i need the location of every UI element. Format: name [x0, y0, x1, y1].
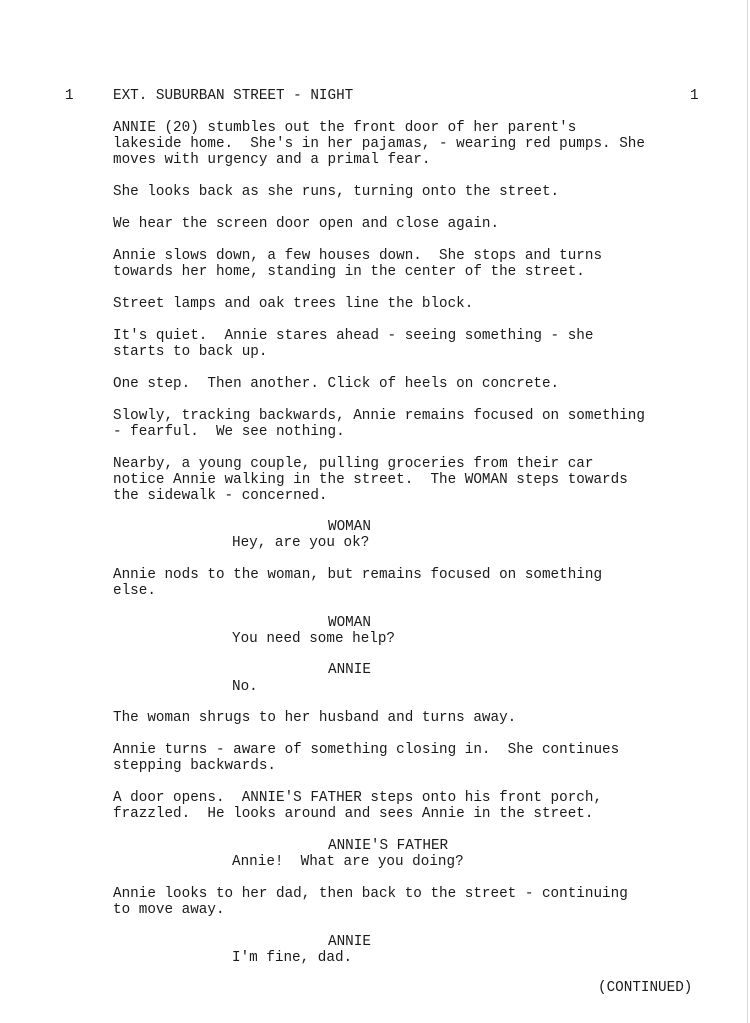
action-line: Annie looks to her dad, then back to the street - continuing — [113, 886, 628, 902]
action-line: moves with urgency and a primal fear. — [113, 152, 431, 168]
action-line: starts to back up. — [113, 344, 268, 360]
action-line: lakeside home. She's in her pajamas, - wearing red pumps. She — [113, 136, 645, 152]
action-line: One step. Then another. Click of heels on concrete. — [113, 376, 560, 392]
action-line: Nearby, a young couple, pulling groceries from their car — [113, 456, 594, 472]
dialogue-line: No. — [232, 679, 258, 695]
continued-marker: (CONTINUED) — [598, 980, 693, 996]
action-line: towards her home, standing in the center of the street. — [113, 264, 585, 280]
action-line: to move away. — [113, 902, 225, 918]
dialogue-line: You need some help? — [232, 631, 396, 647]
action-line: She looks back as she runs, turning onto the street. — [113, 184, 560, 200]
action-line: the sidewalk - concerned. — [113, 488, 328, 504]
character-name: ANNIE — [328, 662, 371, 678]
character-name: ANNIE — [328, 934, 371, 950]
dialogue-line: Hey, are you ok? — [232, 535, 370, 551]
action-line: frazzled. He looks around and sees Annie in the street. — [113, 806, 594, 822]
character-name: WOMAN — [328, 615, 371, 631]
action-line: else. — [113, 583, 156, 599]
scene-heading: EXT. SUBURBAN STREET - NIGHT — [113, 88, 354, 104]
action-line: A door opens. ANNIE'S FATHER steps onto his front porch, — [113, 790, 603, 806]
character-name: WOMAN — [328, 519, 371, 535]
action-line: stepping backwards. — [113, 758, 277, 774]
action-line: Annie nods to the woman, but remains focused on something — [113, 567, 603, 583]
scene-number-left: 1 — [65, 88, 74, 104]
dialogue-line: Annie! What are you doing? — [232, 854, 464, 870]
action-line: The woman shrugs to her husband and turns away. — [113, 710, 517, 726]
action-line: notice Annie walking in the street. The WOMAN steps towards — [113, 472, 628, 488]
action-line: - fearful. We see nothing. — [113, 424, 345, 440]
action-line: It's quiet. Annie stares ahead - seeing something - she — [113, 328, 594, 344]
action-line: Annie slows down, a few houses down. She stops and turns — [113, 248, 603, 264]
dialogue-line: I'm fine, dad. — [232, 950, 353, 966]
character-name: ANNIE'S FATHER — [328, 838, 449, 854]
scene-number-right: 1 — [690, 88, 699, 104]
action-line: Slowly, tracking backwards, Annie remains focused on something — [113, 408, 645, 424]
action-line: Street lamps and oak trees line the block. — [113, 296, 474, 312]
action-line: ANNIE (20) stumbles out the front door of her parent's — [113, 120, 577, 136]
action-line: Annie turns - aware of something closing in. She continues — [113, 742, 620, 758]
action-line: We hear the screen door open and close again. — [113, 216, 500, 232]
